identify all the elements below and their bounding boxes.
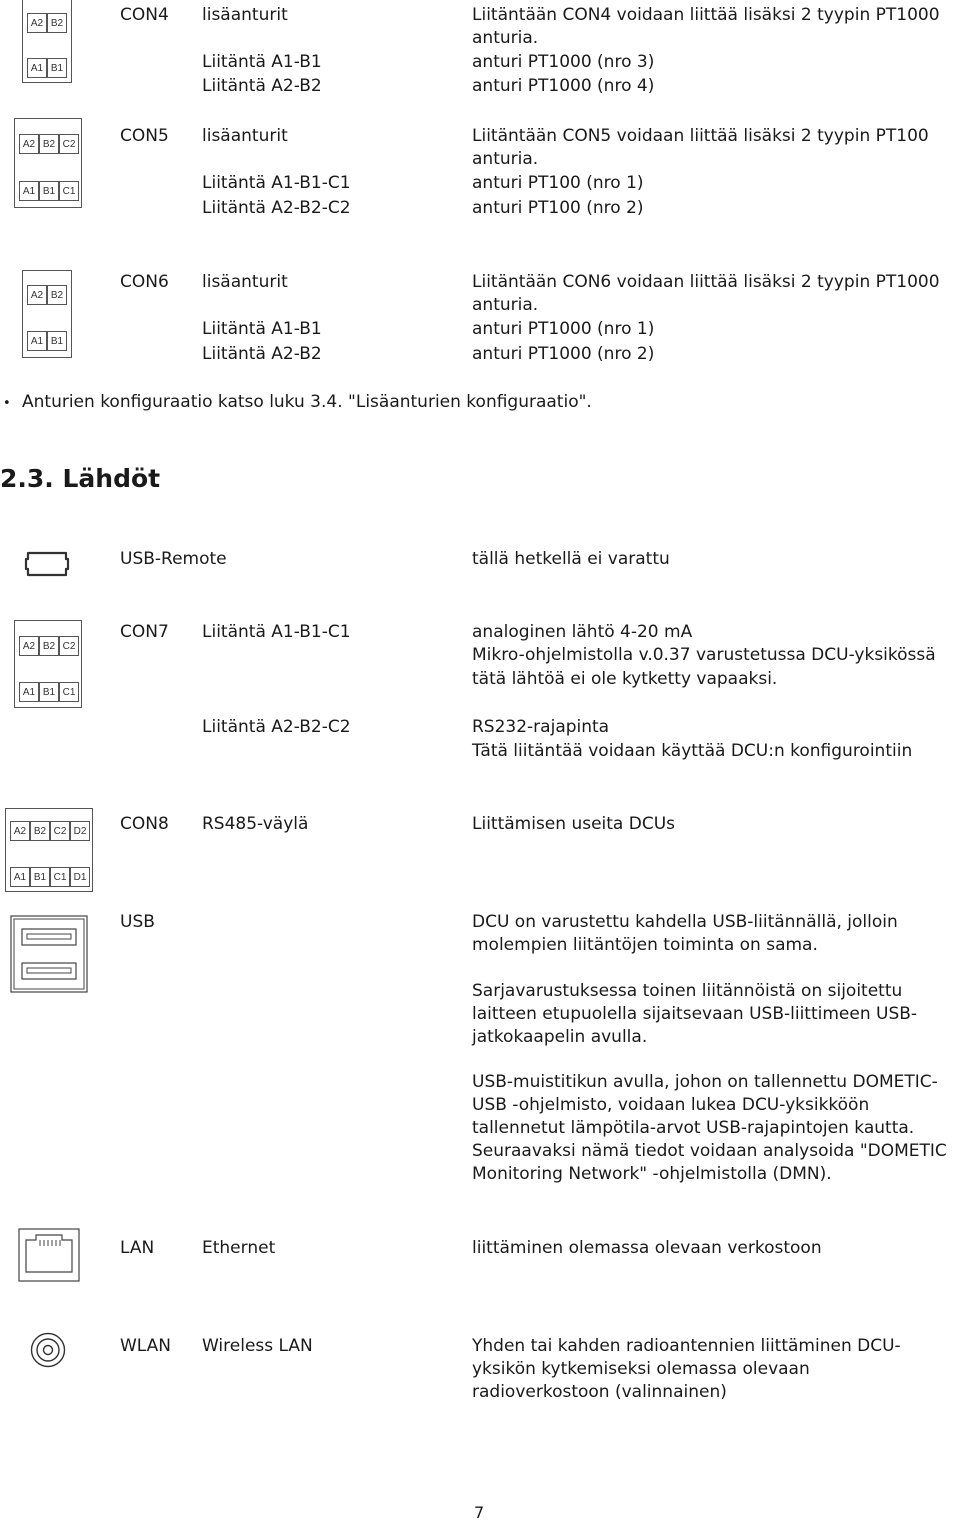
usb-dual-port-icon bbox=[10, 915, 88, 993]
con6-desc-line1: Liitäntään CON6 voidaan liittää lisäksi 2 tyypin PT1000 bbox=[472, 272, 940, 292]
pin-label: A1 bbox=[27, 331, 47, 351]
pin-label: D2 bbox=[70, 821, 90, 841]
pin-label: C2 bbox=[50, 821, 70, 841]
con8-desc: Liittämisen useita DCUs bbox=[472, 814, 676, 834]
antenna-connector-icon bbox=[30, 1332, 66, 1368]
con8-label: RS485-väylä bbox=[202, 814, 309, 834]
con5-connector-icon bbox=[14, 118, 82, 208]
pin-label: C2 bbox=[59, 636, 79, 656]
wlan-desc-line: yksikön kytkemiseksi olemassa olevaan bbox=[472, 1359, 810, 1379]
usb-desc-line: USB-muistitikun avulla, johon on tallennettu DOMETIC- bbox=[472, 1072, 938, 1092]
con7-pin-2: Liitäntä A2-B2-C2 bbox=[202, 717, 351, 737]
pin-label: A1 bbox=[27, 58, 47, 78]
pin-label: A1 bbox=[10, 867, 30, 887]
page-number: 7 bbox=[474, 1503, 485, 1522]
lan-desc: liittäminen olemassa olevaan verkostoon bbox=[472, 1238, 822, 1258]
usb-desc-line: USB -ohjelmisto, voidaan lukea DCU-yksikköön bbox=[472, 1095, 870, 1115]
pin-label: D1 bbox=[70, 867, 90, 887]
con6-id: CON6 bbox=[120, 272, 169, 292]
con5-desc-line2: anturia. bbox=[472, 149, 539, 169]
con5-label: lisäanturit bbox=[202, 126, 288, 146]
con7-desc-1a: analoginen lähtö 4-20 mA bbox=[472, 622, 693, 642]
pin-label: B1 bbox=[47, 58, 67, 78]
usb-id: USB bbox=[120, 912, 155, 932]
section-title: 2.3. Lähdöt bbox=[0, 464, 161, 493]
usb-desc-line: tallennetut lämpötila-arvot USB-rajapintojen kautta. bbox=[472, 1118, 915, 1138]
con4-pin-1: Liitäntä A1-B1 bbox=[202, 52, 322, 72]
con4-connector-icon bbox=[22, 0, 72, 83]
con4-id: CON4 bbox=[120, 5, 169, 25]
usb-desc-line: Seuraavaksi nämä tiedot voidaan analysoida "DOMETIC bbox=[472, 1141, 947, 1161]
pin-label: A2 bbox=[19, 636, 39, 656]
con6-connector-icon bbox=[22, 270, 72, 358]
usb-remote-label: USB-Remote bbox=[120, 549, 227, 569]
con4-desc-line2: anturia. bbox=[472, 28, 539, 48]
con7-connector-icon bbox=[14, 620, 82, 708]
usb-desc-line: Sarjavarustuksessa toinen liitännöistä on sijoitettu bbox=[472, 981, 903, 1001]
pin-label: B2 bbox=[39, 636, 59, 656]
con6-pin-2: Liitäntä A2-B2 bbox=[202, 344, 322, 364]
con6-desc-line2: anturia. bbox=[472, 295, 539, 315]
pin-label: C1 bbox=[50, 867, 70, 887]
pin-label: C2 bbox=[59, 134, 79, 154]
pin-label: A2 bbox=[19, 134, 39, 154]
wlan-desc-line: radioverkostoon (valinnainen) bbox=[472, 1382, 727, 1402]
con5-pin-2: Liitäntä A2-B2-C2 bbox=[202, 198, 351, 218]
pin-label: B2 bbox=[47, 285, 67, 305]
bullet-note: Anturien konfiguraatio katso luku 3.4. "Lisäanturien konfiguraatio". bbox=[22, 392, 592, 412]
pin-label: A1 bbox=[19, 181, 39, 201]
con4-sensor-1: anturi PT1000 (nro 3) bbox=[472, 52, 655, 72]
con6-pin-1: Liitäntä A1-B1 bbox=[202, 319, 322, 339]
pin-label: C1 bbox=[59, 181, 79, 201]
pin-label: B2 bbox=[39, 134, 59, 154]
usb-desc-line: Monitoring Network" -ohjelmistolla (DMN). bbox=[472, 1164, 832, 1184]
pin-label: C1 bbox=[59, 682, 79, 702]
lan-id: LAN bbox=[120, 1238, 155, 1258]
con7-desc-1c: tätä lähtöä ei ole kytketty vapaaksi. bbox=[472, 669, 778, 689]
pin-label: B1 bbox=[39, 682, 59, 702]
con6-label: lisäanturit bbox=[202, 272, 288, 292]
con7-id: CON7 bbox=[120, 622, 169, 642]
pin-label: B1 bbox=[30, 867, 50, 887]
pin-label: B2 bbox=[47, 13, 67, 33]
bullet-marker: • bbox=[3, 396, 11, 411]
con7-pin-1: Liitäntä A1-B1-C1 bbox=[202, 622, 351, 642]
lan-label: Ethernet bbox=[202, 1238, 276, 1258]
pin-label: B1 bbox=[47, 331, 67, 351]
pin-label: A2 bbox=[10, 821, 30, 841]
con7-desc-1b: Mikro-ohjelmistolla v.0.37 varustetussa DCU-yksikössä bbox=[472, 645, 936, 665]
usb-remote-connector-icon bbox=[24, 550, 70, 578]
con4-sensor-2: anturi PT1000 (nro 4) bbox=[472, 76, 655, 96]
con5-id: CON5 bbox=[120, 126, 169, 146]
con5-sensor-2: anturi PT100 (nro 2) bbox=[472, 198, 644, 218]
con4-label: lisäanturit bbox=[202, 5, 288, 25]
usb-desc-line: molempien liitäntöjen toiminta on sama. bbox=[472, 935, 818, 955]
con8-id: CON8 bbox=[120, 814, 169, 834]
pin-label: A2 bbox=[27, 13, 47, 33]
con7-desc-2b: Tätä liitäntää voidaan käyttää DCU:n konfigurointiin bbox=[472, 741, 913, 761]
usb-remote-desc: tällä hetkellä ei varattu bbox=[472, 549, 670, 569]
con6-sensor-1: anturi PT1000 (nro 1) bbox=[472, 319, 655, 339]
pin-label: A2 bbox=[27, 285, 47, 305]
pin-label: B2 bbox=[30, 821, 50, 841]
pin-label: A1 bbox=[19, 682, 39, 702]
con6-sensor-2: anturi PT1000 (nro 2) bbox=[472, 344, 655, 364]
usb-desc-line: laitteen etupuolella sijaitsevaan USB-liittimeen USB- bbox=[472, 1004, 918, 1024]
con5-desc-line1: Liitäntään CON5 voidaan liittää lisäksi 2 tyypin PT100 bbox=[472, 126, 929, 146]
wlan-desc-line: Yhden tai kahden radioantennien liittäminen DCU- bbox=[472, 1336, 901, 1356]
usb-desc-line: jatkokaapelin avulla. bbox=[472, 1027, 648, 1047]
usb-desc-line: DCU on varustettu kahdella USB-liitännällä, jolloin bbox=[472, 912, 898, 932]
con8-connector-icon bbox=[5, 808, 93, 892]
wlan-id: WLAN bbox=[120, 1336, 172, 1356]
con5-pin-1: Liitäntä A1-B1-C1 bbox=[202, 173, 351, 193]
ethernet-port-icon bbox=[18, 1228, 80, 1282]
con7-desc-2a: RS232-rajapinta bbox=[472, 717, 610, 737]
con5-sensor-1: anturi PT100 (nro 1) bbox=[472, 173, 644, 193]
con4-pin-2: Liitäntä A2-B2 bbox=[202, 76, 322, 96]
con4-desc-line1: Liitäntään CON4 voidaan liittää lisäksi 2 tyypin PT1000 bbox=[472, 5, 940, 25]
pin-label: B1 bbox=[39, 181, 59, 201]
wlan-label: Wireless LAN bbox=[202, 1336, 313, 1356]
